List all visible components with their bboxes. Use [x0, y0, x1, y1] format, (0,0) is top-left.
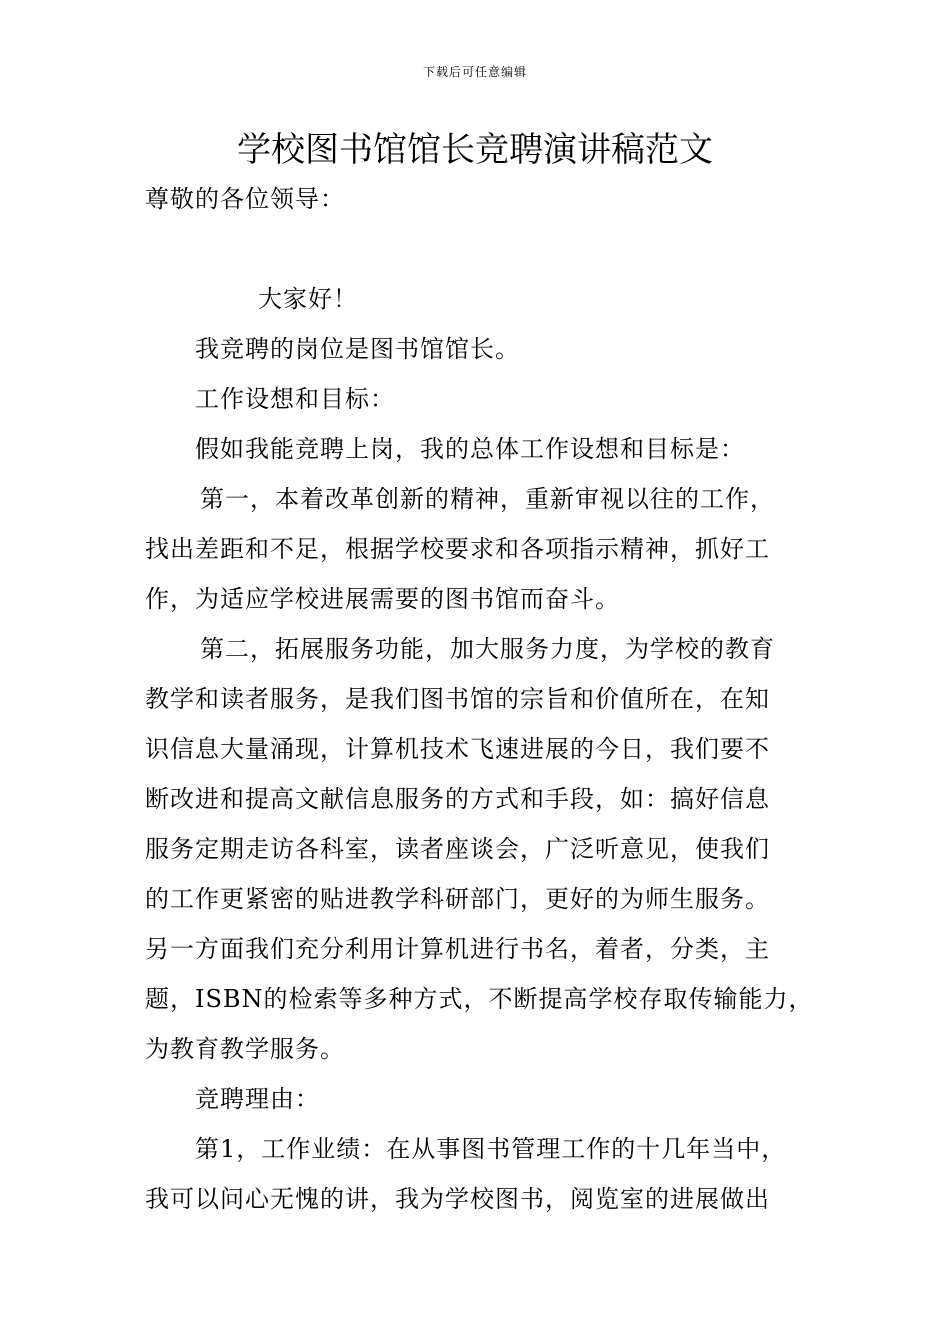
paragraph-line: 假如我能竞聘上岗，我的总体工作设想和目标是： [195, 435, 745, 463]
paragraph-line: 第一，本着改革创新的精神，重新审视以往的工作， [200, 485, 775, 513]
paragraph-line: 为教育教学服务。 [145, 1035, 345, 1063]
greeting-line: 大家好！ [258, 285, 358, 313]
section-heading-line: 工作设想和目标： [195, 385, 395, 413]
paragraph-line: 第1，工作业绩：在从事图书管理工作的十几年当中， [195, 1135, 787, 1163]
header-note: 下载后可任意编辑 [422, 65, 527, 79]
paragraph-line: 我竞聘的岗位是图书馆馆长。 [195, 335, 520, 363]
paragraph-line: 第二，拓展服务功能，加大服务力度，为学校的教育 [200, 635, 775, 663]
paragraph-line: 教学和读者服务，是我们图书馆的宗旨和价值所在，在知 [145, 685, 770, 713]
paragraph-line: 的工作更紧密的贴进教学科研部门，更好的为师生服务。 [145, 885, 770, 913]
paragraph-line: 服务定期走访各科室，读者座谈会，广泛听意见，使我们 [145, 835, 770, 863]
salutation-line: 尊敬的各位领导： [145, 185, 345, 213]
document-title: 学校图书馆馆长竞聘演讲稿范文 [237, 130, 713, 170]
paragraph-line: 另一方面我们充分利用计算机进行书名，着者，分类，主 [145, 935, 770, 963]
section-heading-line: 竞聘理由： [195, 1085, 320, 1113]
paragraph-line: 题，ISBN的检索等多种方式，不断提高学校存取传输能力， [145, 985, 814, 1013]
paragraph-line: 作，为适应学校进展需要的图书馆而奋斗。 [145, 585, 620, 613]
paragraph-line: 断改进和提高文献信息服务的方式和手段，如：搞好信息 [145, 785, 770, 813]
paragraph-line: 识信息大量涌现，计算机技术飞速进展的今日，我们要不 [145, 735, 770, 763]
paragraph-line: 我可以问心无愧的讲，我为学校图书，阅览室的进展做出 [145, 1185, 770, 1213]
paragraph-line: 找出差距和不足，根据学校要求和各项指示精神，抓好工 [145, 535, 770, 563]
